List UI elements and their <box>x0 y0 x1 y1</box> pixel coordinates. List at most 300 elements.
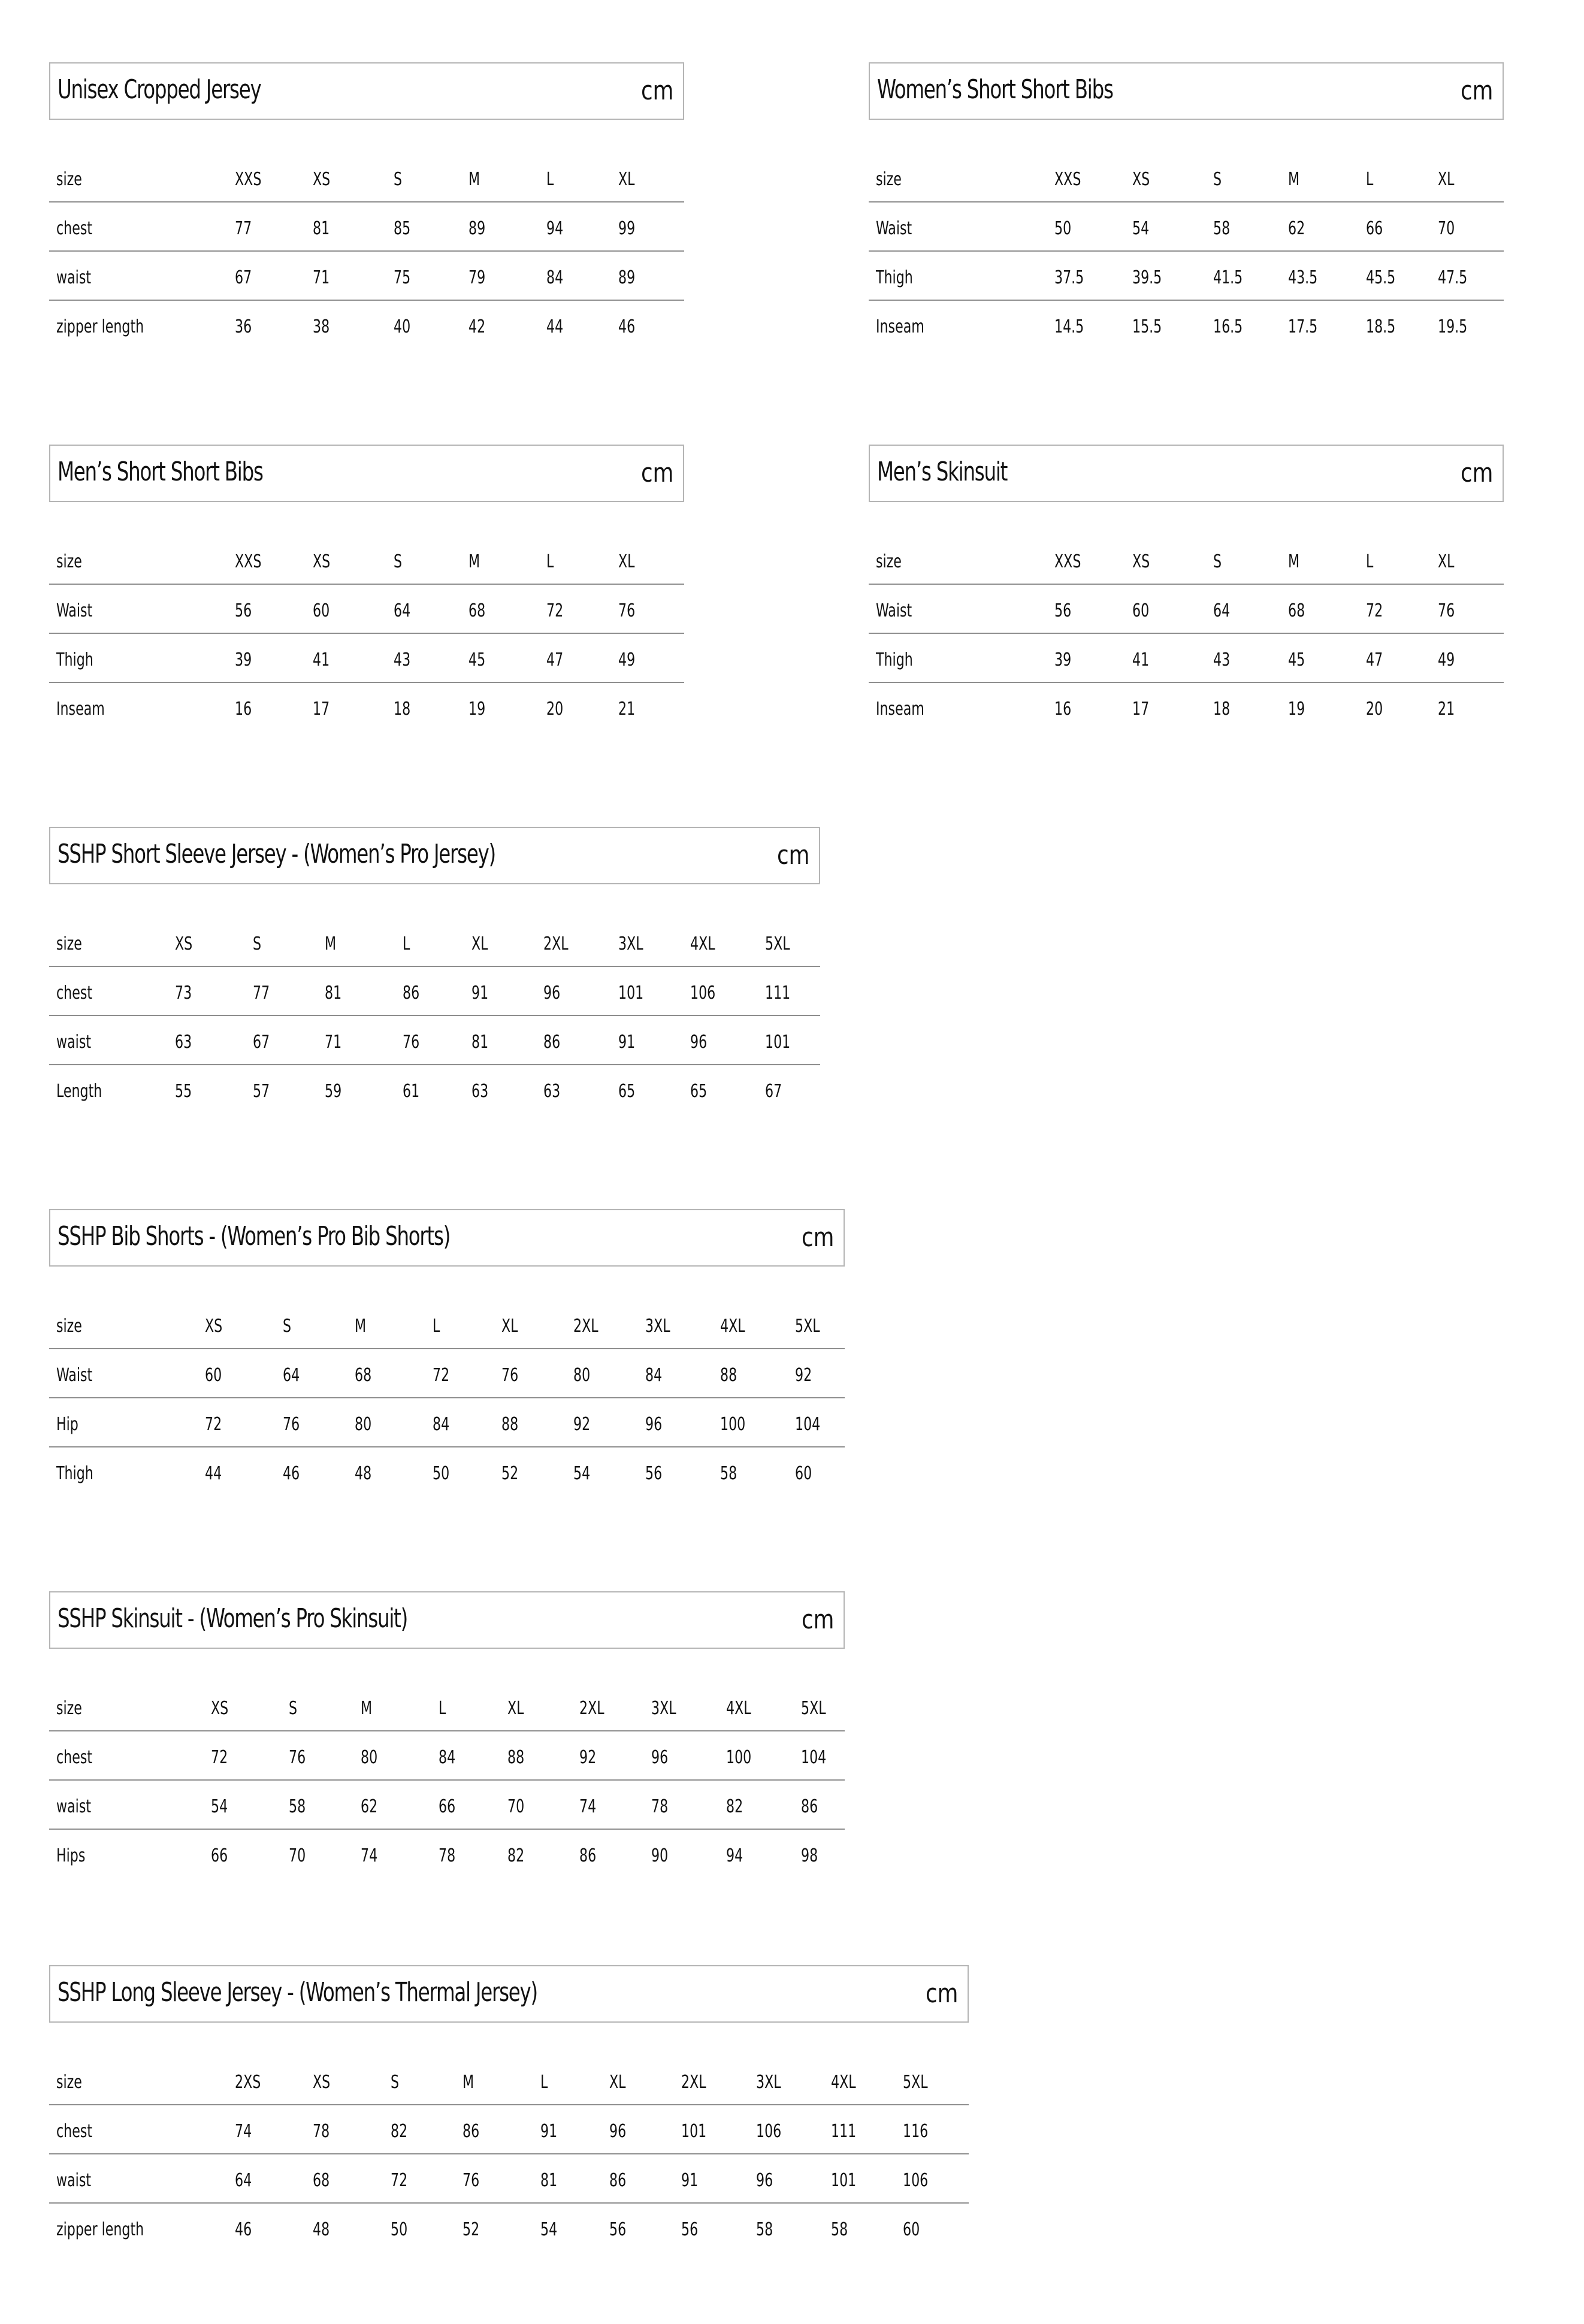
size-header-cell: 2XL <box>681 2072 706 2093</box>
row-label: Thigh <box>876 649 913 670</box>
size-header-cell: XL <box>618 169 635 190</box>
measurement-cell: 104 <box>795 1414 821 1435</box>
measurement-cell: 62 <box>1288 218 1305 239</box>
table-row <box>49 1015 820 1065</box>
measurement-cell: 56 <box>235 600 252 621</box>
row-label: Inseam <box>876 316 924 337</box>
row-label: waist <box>56 1032 92 1053</box>
chart-title: Women’s Short Short Bibs <box>877 74 1113 105</box>
header-label: size <box>56 169 82 190</box>
measurement-cell: 63 <box>471 1081 489 1102</box>
table-row <box>869 682 1504 731</box>
measurement-cell: 47 <box>1366 649 1383 670</box>
size-header-cell: S <box>391 2072 400 2093</box>
measurement-cell: 74 <box>235 2121 252 2142</box>
measurement-cell: 96 <box>645 1414 663 1435</box>
measurement-cell: 80 <box>361 1747 378 1768</box>
measurement-cell: 106 <box>756 2121 782 2142</box>
measurement-cell: 38 <box>313 316 330 337</box>
measurement-cell: 43.5 <box>1288 267 1318 288</box>
measurement-cell: 91 <box>471 983 489 1004</box>
size-header-cell: S <box>1213 169 1222 190</box>
table-header-row <box>49 2055 969 2105</box>
size-chart-sshp-bib-shorts <box>49 1209 845 1497</box>
header-label: size <box>56 933 82 954</box>
size-header-cell: 4XL <box>720 1316 745 1337</box>
table-row <box>49 2153 969 2204</box>
measurement-cell: 66 <box>439 1796 456 1817</box>
row-label: Inseam <box>876 699 924 720</box>
measurement-cell: 89 <box>468 218 486 239</box>
measurement-cell: 42 <box>468 316 486 337</box>
table-row <box>49 584 684 634</box>
measurement-cell: 86 <box>801 1796 818 1817</box>
chart-unit: cm <box>640 458 673 488</box>
table-row <box>49 2202 969 2252</box>
table-row <box>49 1064 820 1113</box>
measurement-cell: 94 <box>726 1845 743 1866</box>
measurement-cell: 54 <box>211 1796 228 1817</box>
measurement-cell: 20 <box>546 699 564 720</box>
chart-unit: cm <box>776 840 809 871</box>
measurement-cell: 72 <box>391 2170 408 2191</box>
size-header-cell: 5XL <box>765 933 790 954</box>
measurement-cell: 64 <box>235 2170 252 2191</box>
measurement-cell: 46 <box>283 1463 300 1484</box>
chart-title: Men’s Short Short Bibs <box>58 457 263 487</box>
table-row <box>49 250 684 301</box>
measurement-cell: 37.5 <box>1054 267 1084 288</box>
measurement-cell: 17 <box>313 699 330 720</box>
measurement-cell: 16 <box>235 699 252 720</box>
measurement-cell: 39 <box>1054 649 1072 670</box>
header-label: size <box>876 551 902 572</box>
measurement-cell: 56 <box>645 1463 663 1484</box>
measurement-cell: 48 <box>313 2219 330 2240</box>
measurement-cell: 89 <box>618 267 636 288</box>
table-row <box>869 300 1504 349</box>
measurement-cell: 101 <box>831 2170 857 2191</box>
size-header-cell: M <box>325 933 337 954</box>
chart-title: SSHP Bib Shorts - (Women’s Pro Bib Shorts) <box>58 1221 451 1252</box>
measurement-cell: 77 <box>235 218 252 239</box>
chart-title-box <box>869 62 1504 120</box>
size-header-cell: 4XL <box>690 933 715 954</box>
measurement-cell: 111 <box>765 983 791 1004</box>
size-header-cell: XL <box>507 1698 524 1719</box>
size-header-cell: XS <box>205 1316 223 1337</box>
measurement-cell: 91 <box>618 1032 636 1053</box>
row-label: zipper length <box>56 2219 144 2240</box>
size-header-cell: 3XL <box>618 933 643 954</box>
size-header-cell: XL <box>609 2072 626 2093</box>
size-chart-sshp-skinsuit <box>49 1591 845 1879</box>
measurement-cell: 72 <box>211 1747 228 1768</box>
measurement-cell: 47 <box>546 649 564 670</box>
measurement-cell: 82 <box>391 2121 408 2142</box>
table-row <box>869 633 1504 683</box>
measurement-cell: 98 <box>801 1845 818 1866</box>
measurement-cell: 96 <box>690 1032 708 1053</box>
measurement-cell: 40 <box>394 316 411 337</box>
measurement-cell: 68 <box>355 1365 372 1386</box>
chart-title-box <box>869 445 1504 502</box>
measurement-cell: 39 <box>235 649 252 670</box>
measurement-cell: 67 <box>235 267 252 288</box>
measurement-cell: 81 <box>313 218 330 239</box>
size-header-cell: S <box>253 933 262 954</box>
size-header-cell: 4XL <box>831 2072 856 2093</box>
measurement-cell: 49 <box>1438 649 1455 670</box>
size-header-cell: XXS <box>1054 169 1081 190</box>
table-header-row <box>49 152 684 203</box>
size-header-cell: XS <box>313 169 331 190</box>
measurement-cell: 70 <box>507 1796 525 1817</box>
header-label: size <box>56 1698 82 1719</box>
chart-unit: cm <box>925 1978 958 2009</box>
chart-title-box <box>49 62 684 120</box>
size-header-cell: 4XL <box>726 1698 751 1719</box>
measurement-cell: 94 <box>546 218 564 239</box>
row-label: Waist <box>876 600 912 621</box>
measurement-cell: 78 <box>313 2121 330 2142</box>
size-chart-sshp-long-sleeve-jersey <box>49 1965 969 2253</box>
measurement-cell: 65 <box>690 1081 708 1102</box>
measurement-cell: 84 <box>546 267 564 288</box>
measurement-cell: 81 <box>540 2170 558 2191</box>
table-row <box>869 201 1504 252</box>
measurement-cell: 56 <box>1054 600 1072 621</box>
chart-unit: cm <box>1460 458 1493 488</box>
measurement-cell: 60 <box>903 2219 920 2240</box>
measurement-cell: 88 <box>507 1747 525 1768</box>
measurement-cell: 76 <box>289 1747 306 1768</box>
measurement-cell: 55 <box>175 1081 192 1102</box>
size-header-cell: L <box>403 933 410 954</box>
table-row <box>49 1446 845 1495</box>
measurement-cell: 80 <box>355 1414 372 1435</box>
measurement-cell: 52 <box>462 2219 480 2240</box>
table-row <box>49 2104 969 2154</box>
measurement-cell: 44 <box>546 316 564 337</box>
measurement-cell: 66 <box>1366 218 1383 239</box>
measurement-cell: 52 <box>501 1463 519 1484</box>
measurement-cell: 75 <box>394 267 411 288</box>
row-label: zipper length <box>56 316 144 337</box>
measurement-cell: 18 <box>394 699 411 720</box>
table-row <box>49 633 684 683</box>
chart-title: SSHP Short Sleeve Jersey - (Women’s Pro Jersey) <box>58 839 495 869</box>
size-header-cell: S <box>289 1698 298 1719</box>
measurement-cell: 96 <box>609 2121 627 2142</box>
size-header-cell: L <box>439 1698 446 1719</box>
measurement-cell: 72 <box>546 600 564 621</box>
measurement-cell: 100 <box>720 1414 746 1435</box>
table-row <box>49 201 684 252</box>
measurement-cell: 43 <box>394 649 411 670</box>
measurement-cell: 74 <box>361 1845 378 1866</box>
row-label: chest <box>56 1747 93 1768</box>
header-label: size <box>56 1316 82 1337</box>
measurement-cell: 68 <box>1288 600 1305 621</box>
row-label: Waist <box>56 600 93 621</box>
measurement-cell: 20 <box>1366 699 1383 720</box>
chart-title: Men’s Skinsuit <box>877 457 1008 487</box>
measurement-cell: 46 <box>618 316 636 337</box>
table-header-row <box>49 1681 845 1731</box>
size-header-cell: L <box>546 551 554 572</box>
chart-title: SSHP Skinsuit - (Women’s Pro Skinsuit) <box>58 1603 408 1634</box>
size-header-cell: M <box>355 1316 367 1337</box>
size-header-cell: 5XL <box>801 1698 826 1719</box>
table-row <box>49 1779 845 1830</box>
row-label: Length <box>56 1081 102 1102</box>
measurement-cell: 58 <box>1213 218 1231 239</box>
table-row <box>49 300 684 349</box>
size-header-cell: XS <box>313 2072 331 2093</box>
measurement-cell: 96 <box>543 983 561 1004</box>
size-header-cell: 2XL <box>543 933 569 954</box>
measurement-cell: 16.5 <box>1213 316 1243 337</box>
chart-unit: cm <box>1460 75 1493 106</box>
size-header-cell: L <box>1366 169 1374 190</box>
measurement-cell: 58 <box>831 2219 848 2240</box>
measurement-cell: 84 <box>439 1747 456 1768</box>
size-header-cell: M <box>468 551 480 572</box>
size-header-cell: XL <box>1438 169 1455 190</box>
measurement-cell: 45 <box>1288 649 1305 670</box>
header-label: size <box>876 169 902 190</box>
size-header-cell: 3XL <box>651 1698 676 1719</box>
measurement-cell: 91 <box>681 2170 699 2191</box>
table-row <box>869 250 1504 301</box>
measurement-cell: 88 <box>501 1414 519 1435</box>
size-header-cell: XXS <box>235 551 262 572</box>
chart-title-box <box>49 1591 845 1649</box>
measurement-cell: 116 <box>903 2121 929 2142</box>
row-label: Hips <box>56 1845 86 1866</box>
measurement-cell: 76 <box>501 1365 519 1386</box>
measurement-cell: 56 <box>681 2219 699 2240</box>
measurement-cell: 41 <box>313 649 330 670</box>
size-header-cell: L <box>433 1316 440 1337</box>
measurement-cell: 17.5 <box>1288 316 1318 337</box>
measurement-cell: 82 <box>507 1845 525 1866</box>
measurement-cell: 41.5 <box>1213 267 1243 288</box>
size-header-cell: 5XL <box>795 1316 820 1337</box>
measurement-cell: 80 <box>573 1365 591 1386</box>
measurement-cell: 106 <box>903 2170 929 2191</box>
size-header-cell: M <box>462 2072 474 2093</box>
measurement-cell: 60 <box>205 1365 222 1386</box>
size-chart-mens-skinsuit <box>869 445 1504 732</box>
measurement-cell: 56 <box>609 2219 627 2240</box>
measurement-cell: 72 <box>433 1365 450 1386</box>
measurement-cell: 60 <box>313 600 330 621</box>
table-row <box>49 1730 845 1781</box>
table-row <box>49 1829 845 1878</box>
measurement-cell: 91 <box>540 2121 558 2142</box>
measurement-cell: 76 <box>462 2170 480 2191</box>
measurement-cell: 64 <box>283 1365 300 1386</box>
table-header-row <box>49 917 820 967</box>
measurement-cell: 76 <box>283 1414 300 1435</box>
measurement-cell: 59 <box>325 1081 342 1102</box>
size-header-cell: M <box>1288 169 1300 190</box>
measurement-cell: 46 <box>235 2219 252 2240</box>
chart-title-box <box>49 1965 969 2023</box>
measurement-cell: 19.5 <box>1438 316 1468 337</box>
chart-title-box <box>49 1209 845 1267</box>
measurement-cell: 104 <box>801 1747 827 1768</box>
size-header-cell: S <box>283 1316 292 1337</box>
measurement-cell: 67 <box>765 1081 782 1102</box>
measurement-cell: 86 <box>579 1845 597 1866</box>
size-header-cell: XL <box>501 1316 518 1337</box>
size-header-cell: L <box>546 169 554 190</box>
table-row <box>49 682 684 731</box>
measurement-cell: 58 <box>756 2219 773 2240</box>
measurement-cell: 41 <box>1132 649 1150 670</box>
measurement-cell: 74 <box>579 1796 597 1817</box>
measurement-cell: 21 <box>618 699 636 720</box>
measurement-cell: 58 <box>289 1796 306 1817</box>
size-header-cell: 2XL <box>573 1316 598 1337</box>
measurement-cell: 19 <box>468 699 486 720</box>
measurement-cell: 62 <box>361 1796 378 1817</box>
measurement-cell: 86 <box>543 1032 561 1053</box>
measurement-cell: 78 <box>439 1845 456 1866</box>
measurement-cell: 61 <box>403 1081 420 1102</box>
measurement-cell: 54 <box>1132 218 1150 239</box>
measurement-cell: 101 <box>681 2121 707 2142</box>
size-header-cell: M <box>361 1698 373 1719</box>
size-header-cell: 2XL <box>579 1698 604 1719</box>
measurement-cell: 101 <box>765 1032 791 1053</box>
size-header-cell: XS <box>211 1698 229 1719</box>
measurement-cell: 84 <box>645 1365 663 1386</box>
row-label: chest <box>56 983 93 1004</box>
measurement-cell: 48 <box>355 1463 372 1484</box>
measurement-cell: 58 <box>720 1463 737 1484</box>
measurement-cell: 54 <box>540 2219 558 2240</box>
measurement-cell: 43 <box>1213 649 1231 670</box>
measurement-cell: 86 <box>462 2121 480 2142</box>
measurement-cell: 96 <box>651 1747 669 1768</box>
measurement-cell: 66 <box>211 1845 228 1866</box>
chart-unit: cm <box>640 75 673 106</box>
measurement-cell: 92 <box>573 1414 591 1435</box>
size-header-cell: XL <box>471 933 488 954</box>
measurement-cell: 50 <box>391 2219 408 2240</box>
size-header-cell: 3XL <box>645 1316 670 1337</box>
measurement-cell: 82 <box>726 1796 743 1817</box>
measurement-cell: 85 <box>394 218 411 239</box>
measurement-cell: 14.5 <box>1054 316 1084 337</box>
measurement-cell: 60 <box>795 1463 812 1484</box>
measurement-cell: 18 <box>1213 699 1231 720</box>
measurement-cell: 70 <box>289 1845 306 1866</box>
measurement-cell: 36 <box>235 316 252 337</box>
measurement-cell: 81 <box>325 983 342 1004</box>
measurement-cell: 71 <box>313 267 330 288</box>
size-header-cell: M <box>468 169 480 190</box>
measurement-cell: 76 <box>618 600 636 621</box>
row-label: Thigh <box>56 649 93 670</box>
header-label: size <box>56 551 82 572</box>
chart-unit: cm <box>801 1604 834 1635</box>
size-chart-sshp-short-sleeve-jersey <box>49 827 820 1114</box>
measurement-cell: 47.5 <box>1438 267 1468 288</box>
measurement-cell: 17 <box>1132 699 1150 720</box>
size-chart-unisex-cropped-jersey <box>49 62 684 350</box>
measurement-cell: 72 <box>1366 600 1383 621</box>
measurement-cell: 81 <box>471 1032 489 1053</box>
measurement-cell: 18.5 <box>1366 316 1396 337</box>
size-chart-womens-short-short-bibs <box>869 62 1504 350</box>
measurement-cell: 86 <box>403 983 420 1004</box>
size-header-cell: 5XL <box>903 2072 928 2093</box>
measurement-cell: 45 <box>468 649 486 670</box>
measurement-cell: 49 <box>618 649 636 670</box>
chart-title: Unisex Cropped Jersey <box>58 74 261 105</box>
table-row <box>869 584 1504 634</box>
row-label: chest <box>56 2121 93 2142</box>
size-header-cell: XS <box>313 551 331 572</box>
measurement-cell: 50 <box>1054 218 1072 239</box>
row-label: Inseam <box>56 699 105 720</box>
measurement-cell: 78 <box>651 1796 669 1817</box>
measurement-cell: 19 <box>1288 699 1305 720</box>
size-header-cell: S <box>394 169 403 190</box>
row-label: Thigh <box>876 267 913 288</box>
measurement-cell: 60 <box>1132 600 1150 621</box>
measurement-cell: 96 <box>756 2170 773 2191</box>
row-label: waist <box>56 267 92 288</box>
measurement-cell: 92 <box>579 1747 597 1768</box>
row-label: waist <box>56 2170 92 2191</box>
header-label: size <box>56 2072 82 2093</box>
measurement-cell: 101 <box>618 983 644 1004</box>
measurement-cell: 79 <box>468 267 486 288</box>
size-header-cell: XXS <box>235 169 262 190</box>
size-header-cell: S <box>394 551 403 572</box>
measurement-cell: 90 <box>651 1845 669 1866</box>
chart-title-box <box>49 827 820 884</box>
measurement-cell: 88 <box>720 1365 737 1386</box>
measurement-cell: 68 <box>313 2170 330 2191</box>
measurement-cell: 68 <box>468 600 486 621</box>
chart-unit: cm <box>801 1222 834 1253</box>
measurement-cell: 73 <box>175 983 192 1004</box>
size-header-cell: 2XS <box>235 2072 261 2093</box>
size-header-cell: XXS <box>1054 551 1081 572</box>
size-header-cell: 3XL <box>756 2072 781 2093</box>
chart-title: SSHP Long Sleeve Jersey - (Women’s Thermal Jersey) <box>58 1977 537 2008</box>
size-header-cell: L <box>540 2072 548 2093</box>
measurement-cell: 64 <box>394 600 411 621</box>
measurement-cell: 84 <box>433 1414 450 1435</box>
measurement-cell: 76 <box>403 1032 420 1053</box>
measurement-cell: 57 <box>253 1081 270 1102</box>
measurement-cell: 70 <box>1438 218 1455 239</box>
measurement-cell: 44 <box>205 1463 222 1484</box>
measurement-cell: 63 <box>543 1081 561 1102</box>
measurement-cell: 39.5 <box>1132 267 1162 288</box>
measurement-cell: 63 <box>175 1032 192 1053</box>
measurement-cell: 45.5 <box>1366 267 1396 288</box>
size-header-cell: XS <box>1132 551 1150 572</box>
